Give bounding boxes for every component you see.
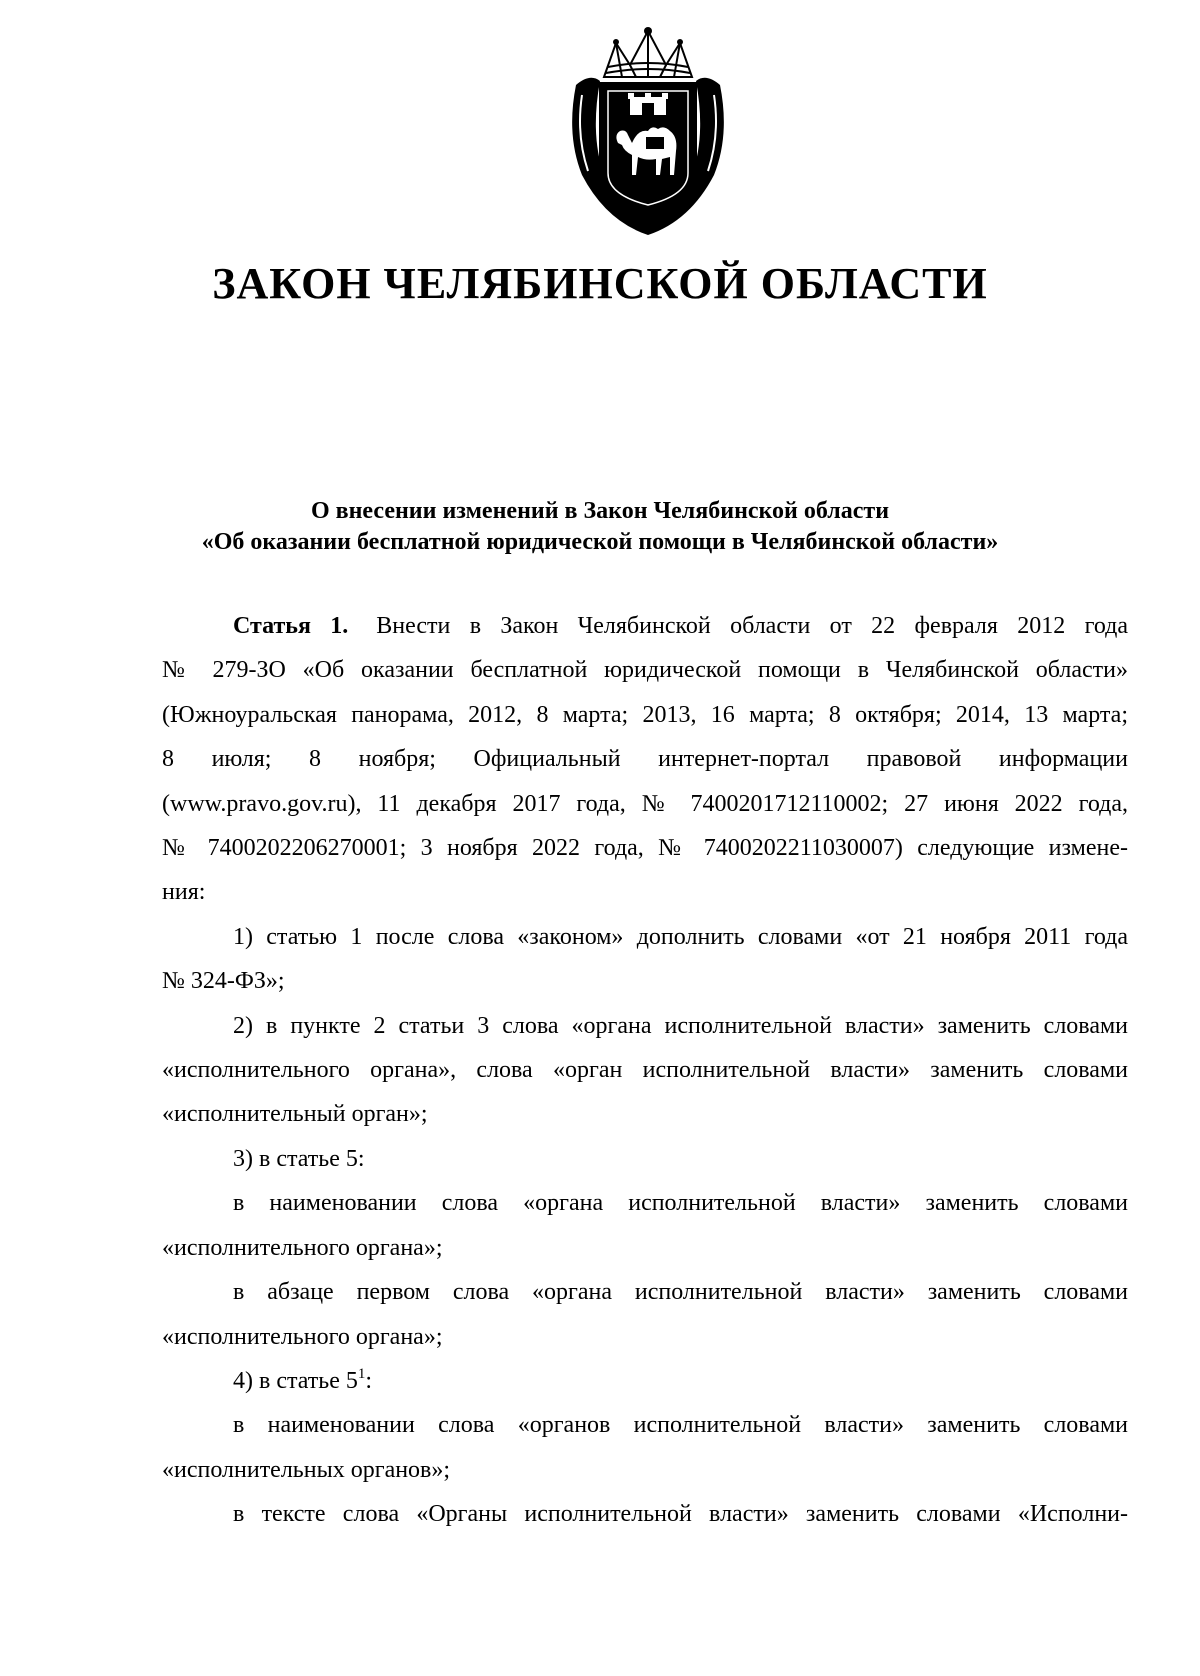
item-4b-line: в тексте слова «Органы исполнительной власти» заменить словами «Исполни-	[233, 1501, 1128, 1528]
item-2-line: «исполнительного органа», слова «орган исполнительной власти» заменить словами	[162, 1057, 1128, 1084]
article-1-line: ния:	[162, 879, 206, 906]
item-3a-line: в наименовании слова «органа исполнительной власти» заменить словами	[233, 1190, 1128, 1217]
article-1-line: 8 июля; 8 ноября; Официальный интернет-портал правовой информации	[162, 746, 1128, 773]
item-3-line: 3) в статье 5:	[233, 1145, 365, 1172]
item-4a-line: в наименовании слова «органов исполнительной власти» заменить словами	[233, 1412, 1128, 1439]
law-heading	[0, 496, 1200, 558]
item-3a-line: «исполнительного органа»;	[162, 1234, 443, 1261]
law-body	[162, 604, 1128, 1537]
item-4a-line: «исполнительных органов»;	[162, 1456, 451, 1483]
article-1-line: (www.pravo.gov.ru), 11 декабря 2017 года, № 7400201712110002; 27 июня 2022 года,	[162, 790, 1128, 817]
item-2-line: «исполнительный орган»;	[162, 1101, 428, 1128]
article-1-line: Статья 1. Внести в Закон Челябинской области от 22 февраля 2012 года	[233, 613, 1128, 639]
item-1-line: 1) статью 1 после слова «законом» дополнить словами «от 21 ноября 2011 года	[233, 923, 1128, 950]
heading-line: «Об оказании бесплатной юридической помощи в Челябинской области»	[201, 529, 999, 555]
article-1-line: (Южноуральская панорама, 2012, 8 марта; 2013, 16 марта; 8 октября; 2014, 13 марта;	[162, 701, 1128, 728]
item-3b-line: в абзаце первом слова «органа исполнительной власти» заменить словами	[233, 1279, 1128, 1306]
coat-of-arms-icon	[556, 25, 740, 237]
article-1-line: № 279-ЗО «Об оказании бесплатной юридической помощи в Челябинской области»	[162, 657, 1128, 684]
superscript: 1	[357, 1365, 366, 1382]
item-2-line: 2) в пункте 2 статьи 3 слова «органа исполнительной власти» заменить словами	[233, 1012, 1128, 1039]
law-title: ЗАКОН ЧЕЛЯБИНСКОЙ ОБЛАСТИ	[212, 259, 988, 308]
article-1-label: Статья 1.	[233, 613, 349, 639]
item-3b-line: «исполнительного органа»;	[162, 1323, 443, 1350]
article-1-line: № 7400202206270001; 3 ноября 2022 года, № 7400202211030007) следующие измене-	[162, 835, 1128, 862]
item-4-line: 4) в статье $5^1$:	[233, 1365, 373, 1394]
item-1-line: № 324-ФЗ»;	[162, 968, 285, 995]
heading-line: О внесении изменений в Закон Челябинской области	[310, 498, 890, 524]
